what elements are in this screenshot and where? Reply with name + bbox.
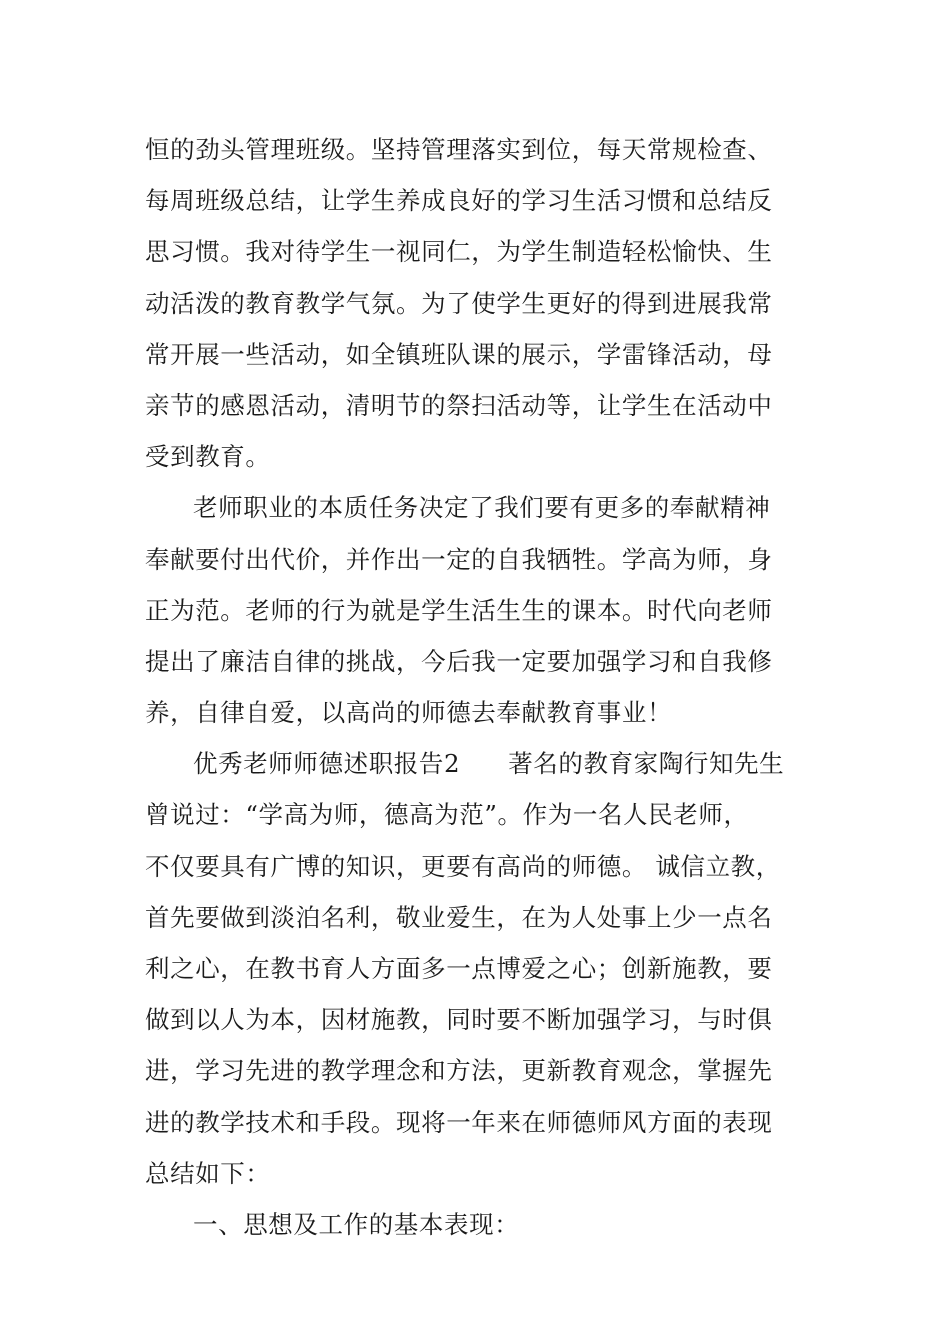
text-line: 正为范。老师的行为就是学生活生生的课本。时代向老师 [145, 595, 773, 625]
paragraph-start-line: 老师职业的本质任务决定了我们要有更多的奉献精神 [193, 493, 771, 523]
text-line: 每周班级总结，让学生养成良好的学习生活习惯和总结反 [145, 186, 773, 216]
text-line: 思习惯。我对待学生一视同仁，为学生制造轻松愉快、生 [145, 237, 773, 267]
text-line: 利之心，在教书育人方面多一点博爱之心；创新施教，要 [145, 954, 773, 983]
text-line: 不仅要具有广博的知识，更要有高尚的师德。 诚信立教， [145, 851, 781, 881]
text-line: 恒的劲头管理班级。坚持管理落实到位，每天常规检查、 [145, 135, 773, 164]
text-line: 进的教学技术和手段。现将一年来在师德师风方面的表现 [145, 1107, 773, 1137]
report-heading-line [145, 738, 810, 789]
text-line: 奉献要付出代价，并作出一定的自我牺牲。学高为师，身 [145, 544, 773, 574]
report-intro-text: 著名的教育家陶行知先生 [508, 749, 785, 779]
section-heading: 一、思想及工作的基本表现： [193, 1209, 520, 1239]
text-line: 养，自律自爱，以高尚的师德去奉献教育事业！ [145, 698, 673, 728]
text-line: 总结如下： [145, 1158, 271, 1188]
document-body [145, 124, 810, 1250]
text-line: 做到以人为本，因材施教，同时要不断加强学习，与时俱 [145, 1005, 773, 1035]
text-line: 首先要做到淡泊名利，敬业爱生，在为人处事上少一点名 [145, 902, 773, 932]
report-title: 优秀老师师德述职报告2 [193, 749, 461, 779]
text-line: 亲节的感恩活动，清明节的祭扫活动等，让学生在活动中 [145, 390, 773, 420]
text-line: 进，学习先进的教学理念和方法，更新教育观念，掌握先 [145, 1056, 773, 1086]
text-line: 曾说过：“学高为师，德高为范”。作为一名人民老师， [145, 800, 749, 830]
text-line: 常开展一些活动，如全镇班队课的展示，学雷锋活动，母 [145, 339, 773, 369]
text-line: 受到教育。 [145, 442, 271, 472]
text-line: 提出了廉洁自律的挑战，今后我一定要加强学习和自我修 [145, 646, 773, 676]
text-line: 动活泼的教育教学气氛。为了使学生更好的得到进展我常 [145, 288, 773, 318]
